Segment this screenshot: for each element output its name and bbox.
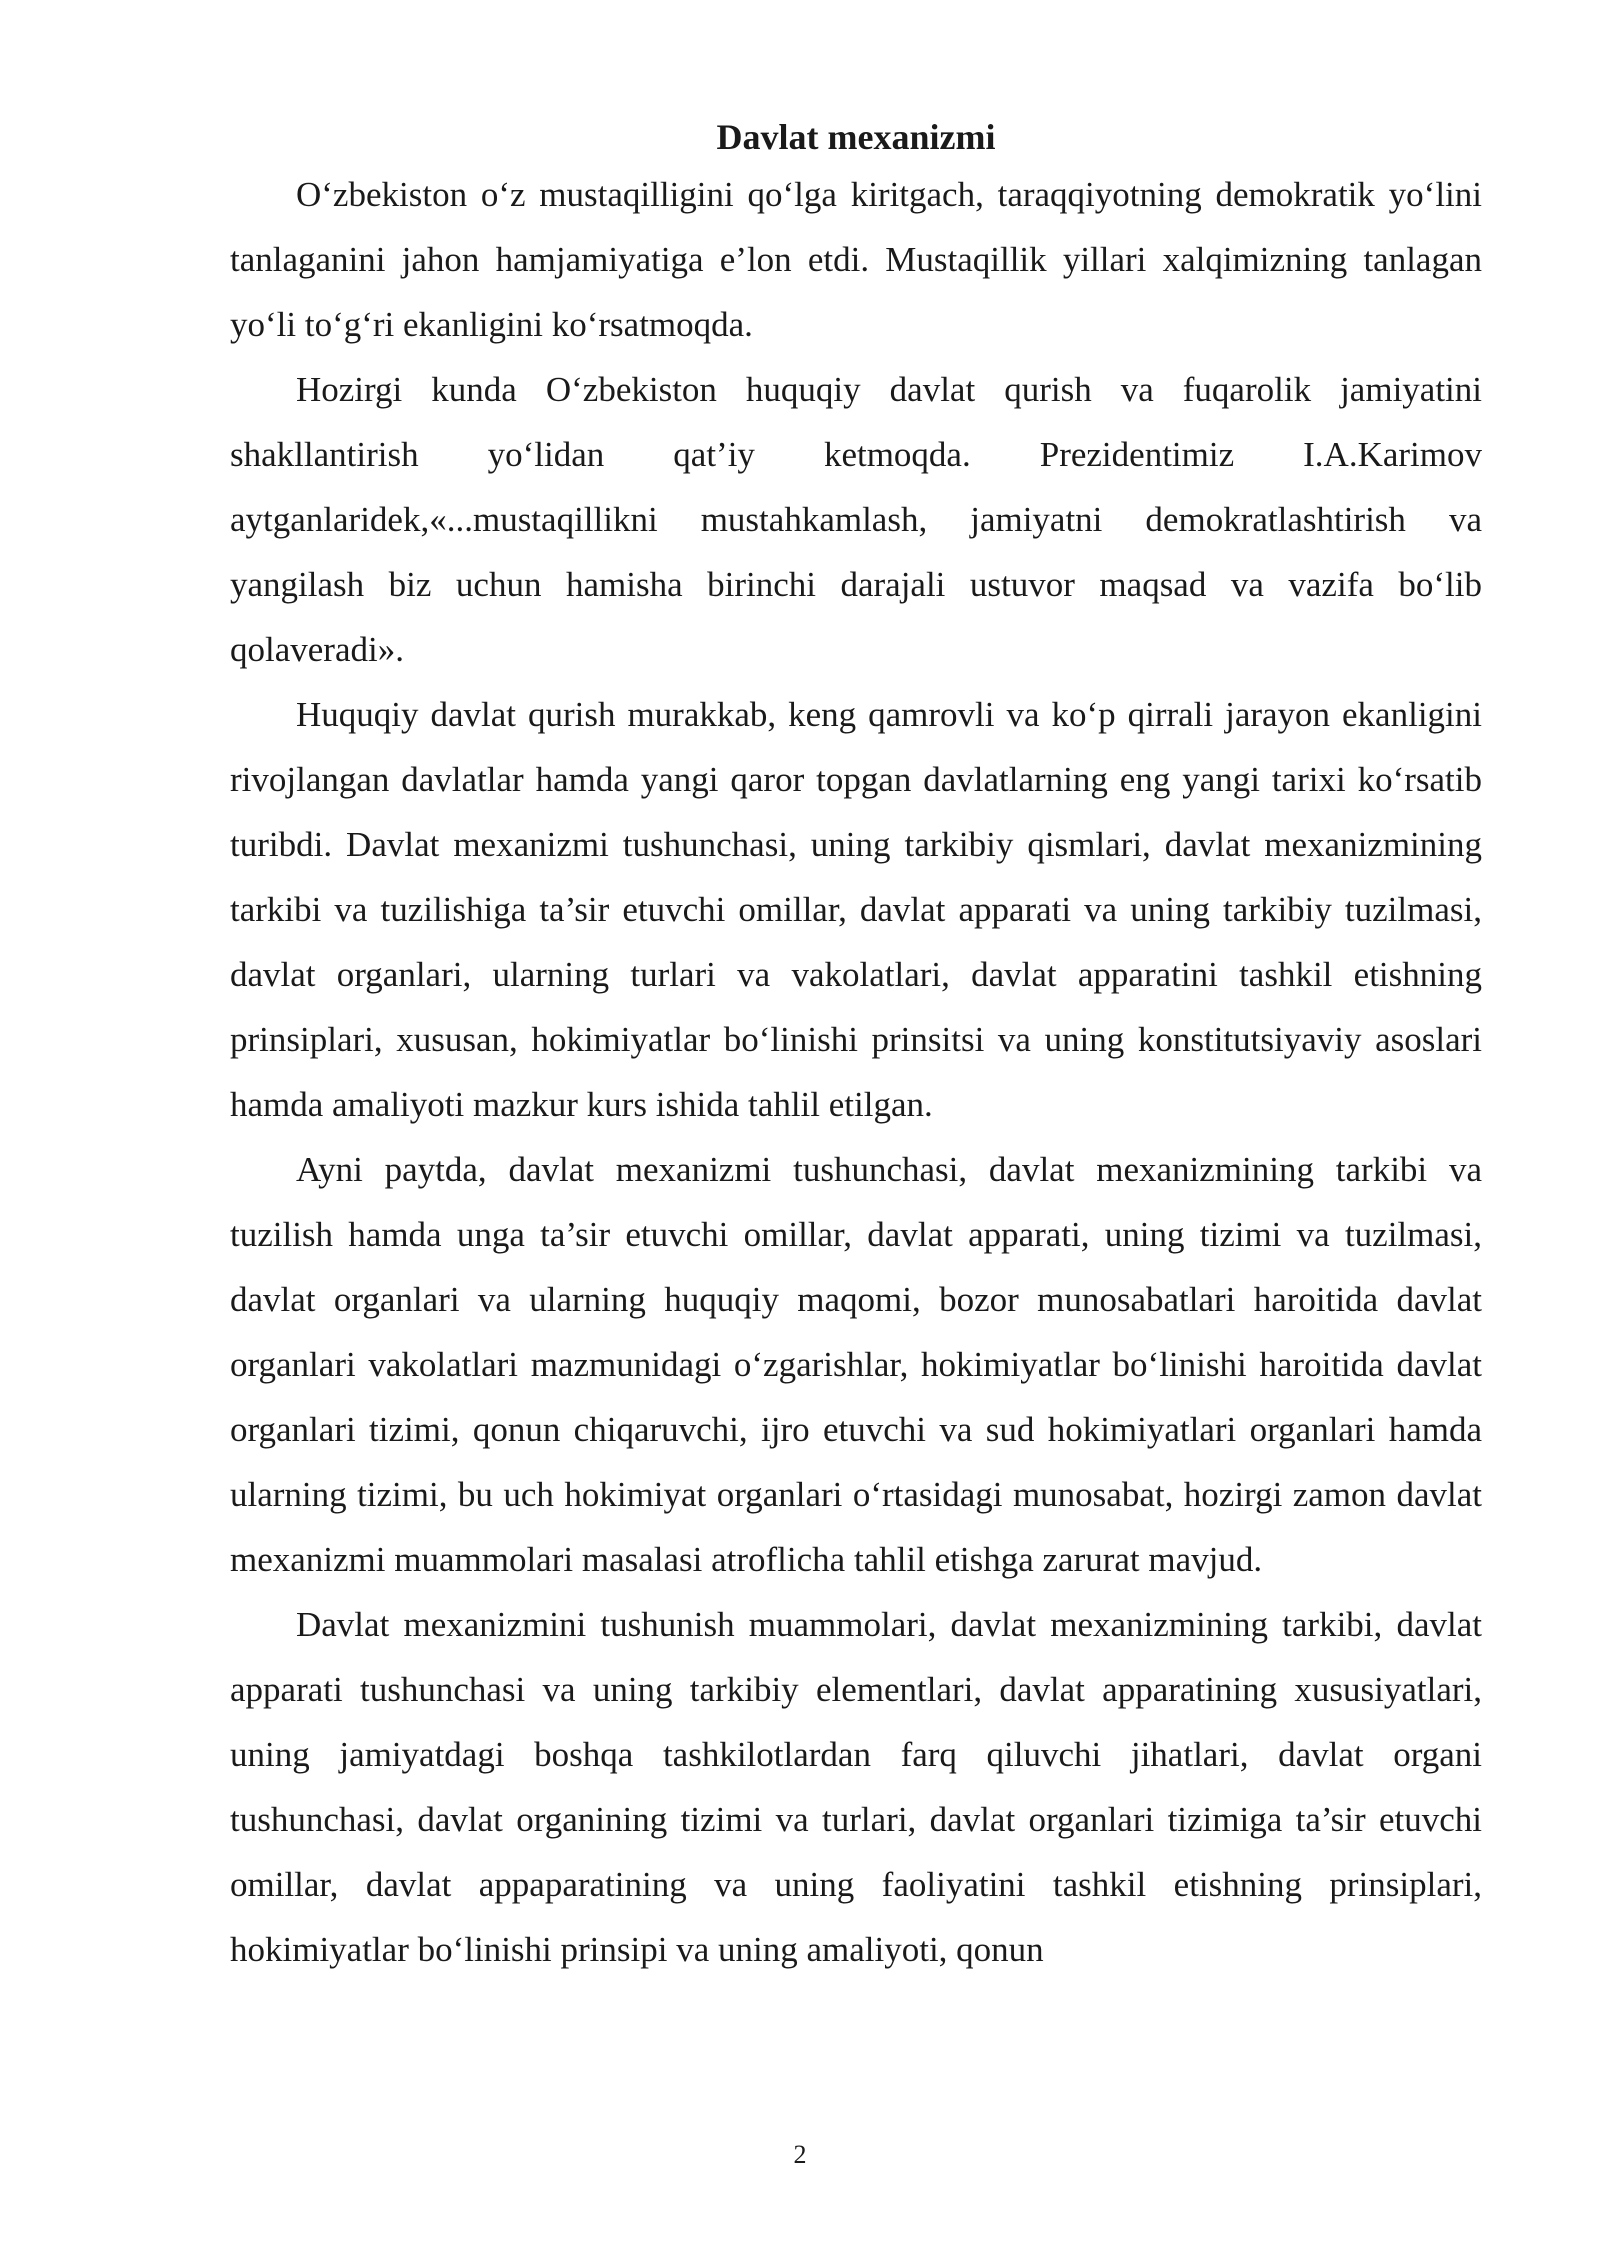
paragraph-3: Huquqiy davlat qurish murakkab, keng qamrovli va ko‘p qirrali jarayon ekanligini rivojlangan davlatlar hamda yangi qaror topgan davlatlarning eng yangi tarixi ko‘rsatib turibdi. Davlat mexanizmi tushunchasi, uning tarkibiy qismlari, davlat mexanizmining tarkibi va tuzilishiga ta’sir etuvchi omillar, davlat apparati va uning tarkibiy tuzilmasi, davlat organlari, ularning turlari va vakolatlari, davlat apparatini tashkil etishning prinsiplari, xususan, hokimiyatlar bo‘linishi prinsitsi va uning konstitutsiyaviy asoslari hamda amaliyoti mazkur kurs ishida tahlil etilgan.: [230, 695, 1482, 1124]
paragraph-4: Ayni paytda, davlat mexanizmi tushunchasi, davlat mexanizmining tarkibi va tuzilish hamda unga ta’sir etuvchi omillar, davlat apparati, uning tizimi va tuzilmasi, davlat organlari va ularning huquqiy maqomi, bozor munosabatlari haroitida davlat organlari vakolatlari mazmunidagi o‘zgarishlar, hokimiyatlar bo‘linishi haroitida davlat organlari tizimi, qonun chiqaruvchi, ijro etuvchi va sud hokimiyatlari organlari hamda ularning tizimi, bu uch hokimiyat organlari o‘rtasidagi munosabat, hozirgi zamon davlat mexanizmi muammolari masalasi atroflicha tahlil etishga zarurat mavjud.: [230, 1150, 1482, 1579]
document-title: Davlat mexanizmi: [716, 117, 996, 157]
paragraph-1: O‘zbekiston o‘z mustaqilligini qo‘lga kiritgach, taraqqiyotning demokratik yo‘lini tanlaganini jahon hamjamiyatiga e’lon etdi. Mustaqillik yillari xalqimizning tanlagan yo‘li to‘g‘ri ekanligini ko‘rsatmoqda.: [230, 175, 1482, 344]
page-content: [230, 112, 1482, 1982]
page-number: 2: [793, 2140, 807, 2169]
paragraph-5: Davlat mexanizmini tushunish muammolari, davlat mexanizmining tarkibi, davlat apparati tushunchasi va uning tarkibiy elementlari, davlat apparatining xususiyatlari, uning jamiyatdagi boshqa tashkilotlardan farq qiluvchi jihatlari, davlat organi tushunchasi, davlat organining tizimi va turlari, davlat organlari tizimiga ta’sir etuvchi omillar, davlat appaparatining va uning faoliyatini tashkil etishning prinsiplari, hokimiyatlar bo‘linishi prinsipi va uning amaliyoti, qonun: [230, 1605, 1482, 1969]
paragraph-2: Hozirgi kunda O‘zbekiston huquqiy davlat qurish va fuqarolik jamiyatini shakllantirish yo‘lidan qat’iy ketmoqda. Prezidentimiz I.A.Karimov aytganlaridek,«...mustaqillikni mustahkamlash, jamiyatni demokratlashtirish va yangilash biz uchun hamisha birinchi darajali ustuvor maqsad va vazifa bo‘lib qolaveradi».: [230, 370, 1482, 669]
